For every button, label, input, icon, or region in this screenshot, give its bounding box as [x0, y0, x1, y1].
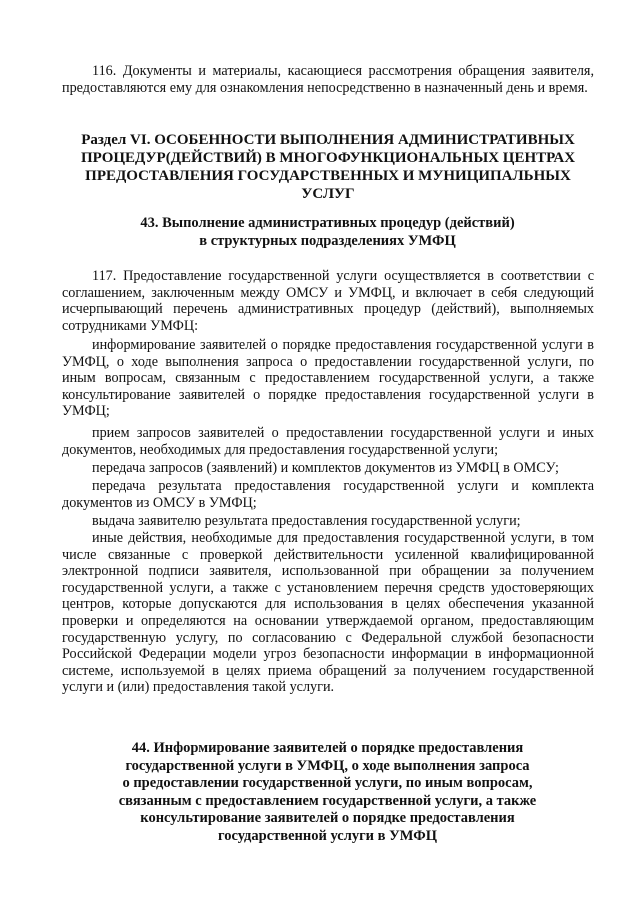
- subsection-44-title-line: связанным с предоставлением государственной услуги, а также: [118, 792, 537, 809]
- list-item: передача запросов (заявлений) и комплектов документов из УМФЦ в ОМСУ;: [92, 460, 559, 476]
- section-6-title-line: ПРЕДОСТАВЛЕНИЯ ГОСУДАРСТВЕННЫХ И МУНИЦИПАЛЬНЫХ: [85, 168, 571, 184]
- section-6-title-line: Раздел VI. ОСОБЕННОСТИ ВЫПОЛНЕНИЯ АДМИНИСТРАТИВНЫХ: [81, 132, 575, 148]
- subsection-44-title-line: о предоставлении государственной услуги, по иным вопросам,: [122, 775, 533, 792]
- subsection-43-title-line: в структурных подразделениях УМФЦ: [199, 232, 456, 249]
- list-item: информирование заявителей о порядке предоставления государственной услуги в УМФЦ, о ходе выполнения запроса о предоставлении государственной услуги, по иным вопросам, связанным с предоставлением государственной услуги, а также консультирование заявителей о порядке предоставления государственной услуги в УМФЦ;: [62, 337, 594, 420]
- subsection-44-title-line: 44. Информирование заявителей о порядке предоставления: [131, 740, 524, 756]
- section-6-title-line: ПРОЦЕДУР(ДЕЙСТВИЙ) В МНОГОФУНКЦИОНАЛЬНЫХ ЦЕНТРАХ: [80, 150, 576, 166]
- section-6-title: [62, 131, 594, 203]
- paragraph-116: 116. Документы и материалы, касающиеся рассмотрения обращения заявителя, предоставляются ему для ознакомления непосредственно в назначенный день и время.: [62, 63, 594, 96]
- paragraph-117-intro: 117. Предоставление государственной услуги осуществляется в соответствии с соглашением, заключенным между ОМСУ и УМФЦ, и включает в себя следующий исчерпывающий перечень административных процедур (действий), выполняемых сотрудниками УМФЦ:: [62, 268, 594, 334]
- list-item: иные действия, необходимые для предоставления государственной услуги, в том числе связанные с проверкой действительности усиленной квалифицированной электронной подписи заявителя, использованной при обращении за получением государственной услуги, а также с установлением перечня средств удостоверяющих центров, которые допускаются для использования в целях обеспечения указанной проверки и определяются на основании утверждаемой органом, предоставляющим государственную услугу, по согласованию с Федеральной службой безопасности Российской Федерации модели угроз безопасности информации в информационной системе, используемой в целях приема обращений за получением государственной услуги и (или) предоставления такой услуги.: [62, 530, 594, 696]
- subsection-44-title: [80, 740, 575, 846]
- list-item: прием запросов заявителей о предоставлении государственной услуги и иных документов, необходимых для предоставления государственной услуги;: [62, 425, 594, 458]
- subsection-43-title: [80, 215, 575, 250]
- section-6-title-line: УСЛУГ: [301, 186, 355, 202]
- subsection-44-title-line: государственной услуги в УМФЦ, о ходе выполнения запроса: [125, 757, 530, 774]
- subsection-44-title-line: консультирование заявителей о порядке предоставления: [140, 810, 515, 827]
- subsection-43-title-line: 43. Выполнение административных процедур (действий): [140, 215, 515, 231]
- list-item: передача результата предоставления государственной услуги и комплекта документов из ОМСУ в УМФЦ;: [62, 478, 594, 511]
- list-item: выдача заявителю результата предоставления государственной услуги;: [92, 513, 521, 529]
- subsection-44-title-line: государственной услуги в УМФЦ: [218, 827, 437, 844]
